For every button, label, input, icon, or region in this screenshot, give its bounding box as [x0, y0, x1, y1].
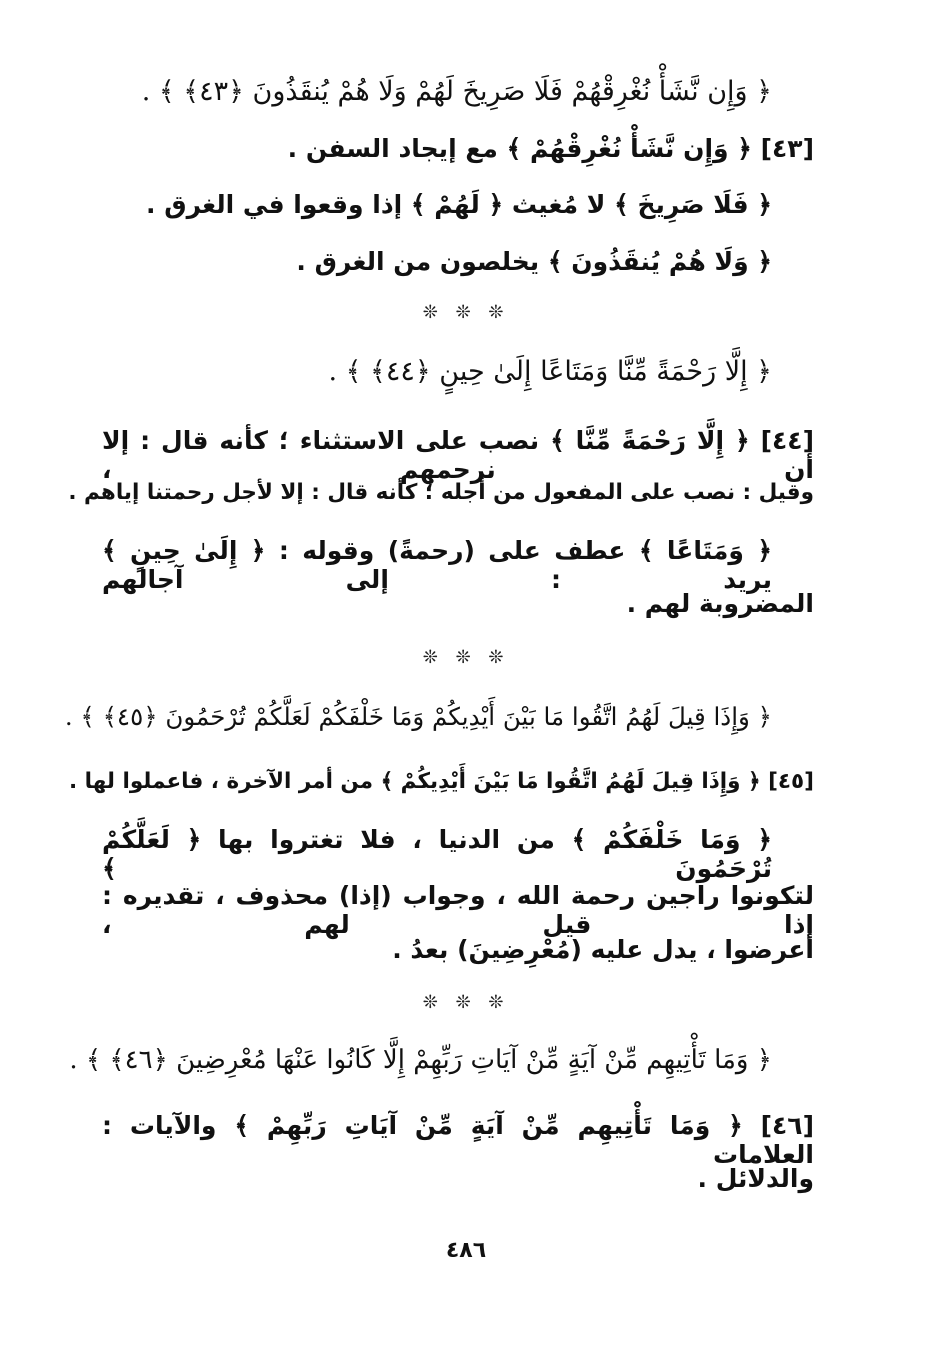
section-divider: ❊ ❊ ❊	[422, 302, 510, 323]
page-number: ٤٨٦	[445, 1238, 487, 1263]
commentary-45-a: [٤٥] ﴿ وَإِذَا قِيلَ لَهُمُ اتَّقُوا مَا بَيْنَ أَيْدِيكُمْ ﴾ من أمر الآخرة ، فاعملوا لها .	[68, 769, 814, 794]
section-divider: ❊ ❊ ❊	[422, 647, 510, 668]
verse-45: ﴿ وَإِذَا قِيلَ لَهُمُ اتَّقُوا مَا بَيْنَ أَيْدِيكُمْ وَمَا خَلْفَكُمْ لَعَلَّكُمْ تُرْحَمُونَ ﴿٤٥﴾ ﴾ .	[64, 702, 772, 731]
commentary-44-c: ﴿ وَمَتَاعًا ﴾ عطف على (رحمةً) وقوله : ﴿ إِلَىٰ حِينٍ ﴾ يريد : إلى آجالهم	[102, 536, 772, 594]
commentary-46-b: والدلائل .	[697, 1164, 814, 1193]
commentary-46-a: [٤٦] ﴿ وَمَا تَأْتِيهِم مِّنْ آيَةٍ مِّنْ آيَاتِ رَبِّهِمْ ﴾ والآيات : العلامات	[102, 1111, 814, 1169]
commentary-44-b: وقيل : نصب على المفعول من أجله ؛ كأنه قال : إلا لأجل رحمتنا إياهم .	[68, 480, 814, 505]
commentary-45-d: أعرضوا ، يدل عليه (مُعْرِضِينَ) بعدُ .	[392, 935, 814, 964]
verse-44: ﴿ إِلَّا رَحْمَةً مِّنَّا وَمَتَاعًا إِلَىٰ حِينٍ ﴿٤٤﴾ ﴾ .	[328, 356, 772, 387]
commentary-44-d: المضروبة لهم .	[626, 589, 814, 618]
commentary-45-c: لتكونوا راجين رحمة الله ، وجواب (إذا) محذوف ، تقديره : إذا قيل لهم ،	[102, 881, 814, 939]
verse-46: ﴿ وَمَا تَأْتِيهِم مِّنْ آيَةٍ مِّنْ آيَاتِ رَبِّهِمْ إِلَّا كَانُوا عَنْهَا مُعْرِضِينَ ﴿٤٦﴾ ﴾ .	[69, 1045, 772, 1075]
commentary-43-b: ﴿ فَلَا صَرِيخَ ﴾ لا مُغيث ﴿ لَهُمْ ﴾ إذا وقعوا في الغرق .	[146, 190, 772, 219]
commentary-43-c: ﴿ وَلَا هُمْ يُنقَذُونَ ﴾ يخلصون من الغرق .	[296, 247, 772, 276]
verse-43: ﴿ وَإِن نَّشَأْ نُغْرِقْهُمْ فَلَا صَرِيخَ لَهُمْ وَلَا هُمْ يُنقَذُونَ ﴿٤٣﴾ ﴾ .	[141, 76, 772, 107]
commentary-45-b: ﴿ وَمَا خَلْفَكُمْ ﴾ من الدنيا ، فلا تغتروا بها ﴿ لَعَلَّكُمْ تُرْحَمُونَ ﴾	[102, 825, 772, 883]
commentary-43-a: [٤٣] ﴿ وَإِن نَّشَأْ نُغْرِقْهُمْ ﴾ مع إيجاد السفن .	[287, 134, 814, 163]
section-divider: ❊ ❊ ❊	[422, 992, 510, 1013]
commentary-44-a: [٤٤] ﴿ إِلَّا رَحْمَةً مِّنَّا ﴾ نصب على الاستثناء ؛ كأنه قال : إلا أن نرحمهم ،	[102, 426, 814, 484]
